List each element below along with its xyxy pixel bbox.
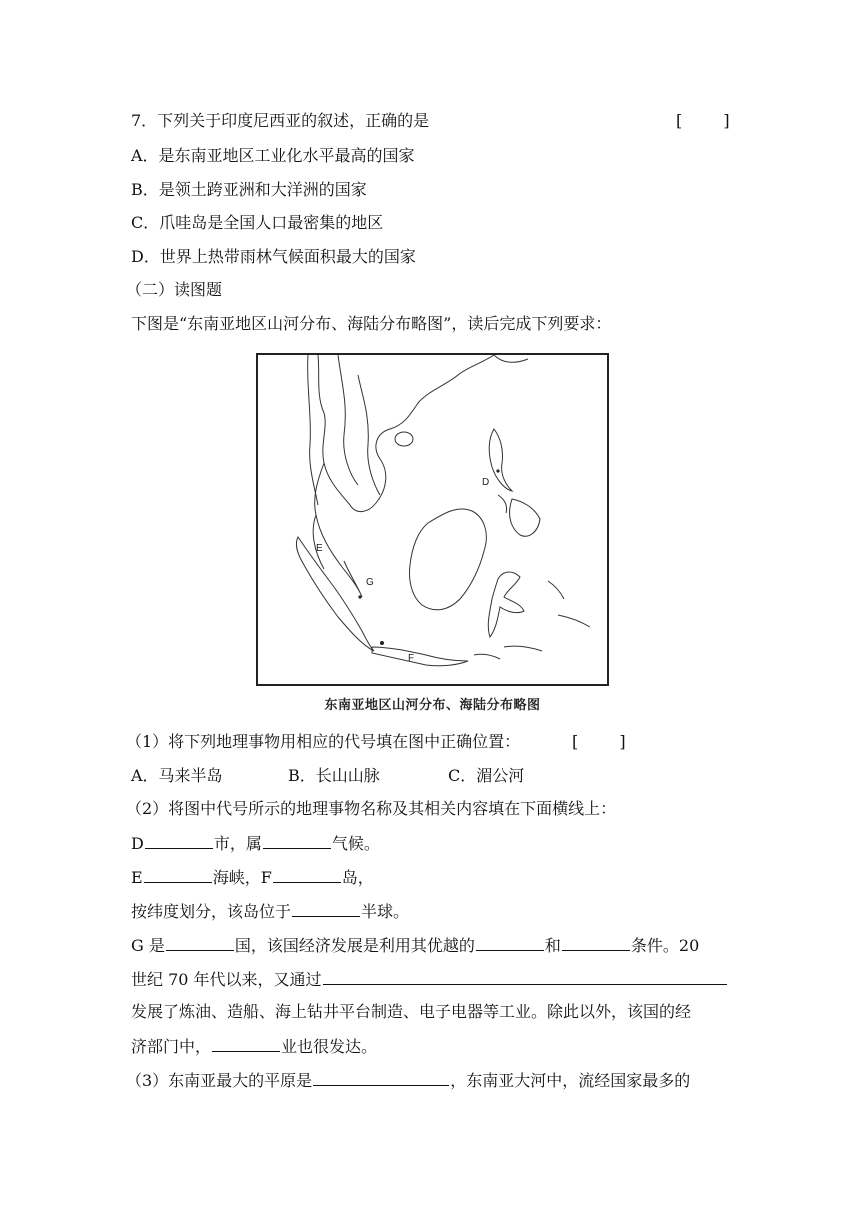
d-prefix: D [131,834,144,853]
blank-e-strait[interactable] [144,866,212,883]
blank-d-city[interactable] [145,832,213,849]
map-caption: 东南亚地区山河分布、海陆分布略图 [324,698,541,713]
blank-f-island[interactable] [273,866,341,883]
sulawesi-island [488,572,524,637]
part-2-line-3: 发展了炼油、造船、海上钻井平台制造、电子电器等工业。除此以外，该国的经 [131,1002,692,1021]
section-intro: 下图是“东南亚地区山河分布、海陆分布略图”，读后完成下列要求： [131,314,612,333]
d-mid: 市，属 [213,834,262,853]
part-2-line-2 [131,968,728,991]
river-3 [358,375,380,495]
part-2-line-4 [131,1035,377,1058]
map-label-d: D [482,477,490,488]
d-suffix: 气候。 [331,834,380,853]
blank-long[interactable] [323,968,727,985]
g-mid2: 和 [544,936,561,955]
option-d: D．世界上热带雨林气候面积最大的国家 [131,247,416,266]
mindanao-island [510,499,540,536]
line4-suffix: 业也很发达。 [281,1037,378,1056]
g-prefix: G 是 [131,936,165,955]
section-title: （二）读图题 [126,280,223,299]
question-7-stem: 7．下列关于印度尼西亚的叙述，正确的是 [131,111,430,130]
part-3-line [126,1069,690,1092]
blank-d-climate[interactable] [263,832,331,849]
blank-largest-plain[interactable] [313,1069,449,1086]
e-prefix: E [131,868,143,887]
part-2-line-g [131,934,699,957]
map-figure [256,353,609,686]
city-dot-jakarta [380,641,384,645]
southeast-asia-map [258,355,607,684]
lat-suffix: 半球。 [361,902,410,921]
answer-bracket[interactable]: [ ] [676,111,730,130]
part-1-text: （1）将下列地理事物用相应的代号填在图中正确位置： [126,732,521,751]
part-1-option-a: A．马来半岛 [131,766,223,785]
part-2-line-e [131,866,374,889]
option-b: B．是领土跨亚洲和大洋洲的国家 [131,180,367,199]
option-c: C．爪哇岛是全国人口最密集的地区 [131,213,384,232]
option-a: A．是东南亚地区工业化水平最高的国家 [131,146,415,165]
city-dot-d [496,469,499,472]
river-2 [338,355,358,485]
part-2-text: （2）将图中代号所示的地理事物名称及其相关内容填在下面横线上： [126,799,617,818]
g-suffix: 条件。20 [630,936,700,955]
part-3-prefix: （3）东南亚最大的平原是 [126,1071,313,1090]
blank-g-country[interactable] [166,934,234,951]
blank-g-condition-1[interactable] [476,934,544,951]
part-2-line-latitude [131,900,409,923]
java-island [372,647,468,666]
map-label-f: F [408,653,415,664]
river-1 [308,355,318,505]
part-2-line-d [131,832,380,855]
city-dot-singapore [358,595,361,598]
part-1-option-c: C．湄公河 [448,766,525,785]
blank-g-condition-2[interactable] [562,934,630,951]
blank-hemisphere[interactable] [292,900,360,917]
sumatra-island [296,537,374,651]
borneo-island [410,509,487,610]
part-1-bracket[interactable]: [ ] [572,732,626,751]
lat-prefix: 按纬度划分，该岛位于 [131,902,292,921]
hainan-island [395,432,413,446]
luzon-island [489,429,512,491]
map-label-g: G [366,577,374,588]
part-3-suffix: ，东南亚大河中，流经国家最多的 [450,1071,691,1090]
line4-prefix: 济部门中， [131,1037,212,1056]
g-mid1: 国，该国经济发展是利用其优越的 [234,936,475,955]
malay-peninsula-coast [315,463,362,597]
e-suffix: 岛， [341,868,374,887]
part-1-option-b: B．长山山脉 [288,766,380,785]
blank-industry[interactable] [212,1035,280,1052]
line2-prefix: 世纪 70 年代以来，又通过 [131,970,322,989]
map-label-e: E [316,543,323,554]
e-mid: 海峡，F [212,868,272,887]
